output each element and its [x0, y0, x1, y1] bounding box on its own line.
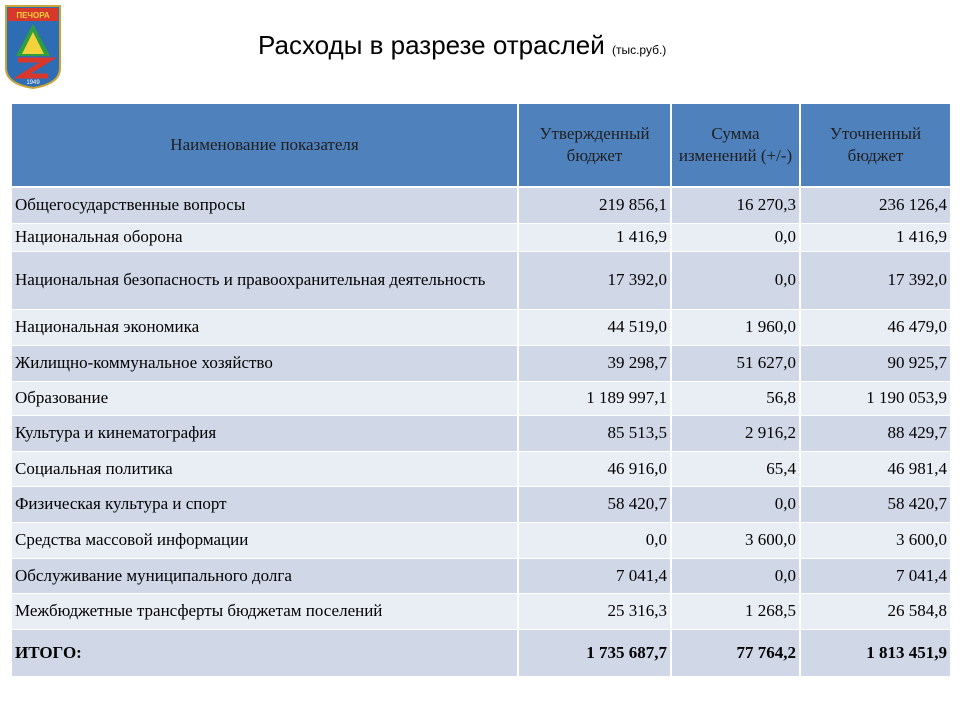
row-name: Жилищно-коммунальное хозяйство — [11, 345, 518, 381]
coat-of-arms-icon — [4, 4, 62, 90]
total-change: 77 764,2 — [671, 629, 800, 676]
row-revised: 58 420,7 — [800, 486, 951, 522]
row-name: Национальная экономика — [11, 309, 518, 345]
total-label: ИТОГО: — [11, 629, 518, 676]
svg-text:ПЕЧОРА: ПЕЧОРА — [16, 11, 50, 20]
table-row — [11, 251, 951, 309]
total-revised: 1 813 451,9 — [800, 629, 951, 676]
row-change: 65,4 — [671, 451, 800, 486]
row-change: 0,0 — [671, 486, 800, 522]
table-row — [11, 309, 951, 345]
header-approved: Утвержденный бюджет — [518, 103, 671, 187]
row-approved: 39 298,7 — [518, 345, 671, 381]
row-name: Средства массовой информации — [11, 522, 518, 558]
table-row — [11, 558, 951, 593]
row-revised: 236 126,4 — [800, 187, 951, 223]
row-revised: 1 190 053,9 — [800, 381, 951, 415]
table-row — [11, 223, 951, 251]
coat-of-arms-logo — [4, 4, 62, 90]
row-name: Национальная оборона — [11, 223, 518, 251]
row-name: Межбюджетные трансферты бюджетам поселений — [11, 593, 518, 629]
row-revised: 3 600,0 — [800, 522, 951, 558]
row-name: Национальная безопасность и правоохранительная деятельность — [11, 251, 518, 309]
row-change: 56,8 — [671, 381, 800, 415]
row-change: 2 916,2 — [671, 415, 800, 451]
header-revised: Уточненный бюджет — [800, 103, 951, 187]
row-approved: 17 392,0 — [518, 251, 671, 309]
row-name: Обслуживание муниципального долга — [11, 558, 518, 593]
row-approved: 46 916,0 — [518, 451, 671, 486]
row-approved: 85 513,5 — [518, 415, 671, 451]
row-revised: 17 392,0 — [800, 251, 951, 309]
table-row — [11, 451, 951, 486]
table-row — [11, 381, 951, 415]
row-name: Социальная политика — [11, 451, 518, 486]
row-change: 51 627,0 — [671, 345, 800, 381]
title-text: Расходы в разрезе отраслей — [258, 30, 605, 60]
table-row — [11, 593, 951, 629]
table-row — [11, 522, 951, 558]
row-approved: 1 189 997,1 — [518, 381, 671, 415]
table-row — [11, 486, 951, 522]
row-approved: 0,0 — [518, 522, 671, 558]
table-row — [11, 415, 951, 451]
row-revised: 88 429,7 — [800, 415, 951, 451]
row-approved: 1 416,9 — [518, 223, 671, 251]
row-name: Общегосударственные вопросы — [11, 187, 518, 223]
row-change: 1 268,5 — [671, 593, 800, 629]
row-name: Образование — [11, 381, 518, 415]
total-approved: 1 735 687,7 — [518, 629, 671, 676]
row-name: Физическая культура и спорт — [11, 486, 518, 522]
row-approved: 219 856,1 — [518, 187, 671, 223]
row-name: Культура и кинематография — [11, 415, 518, 451]
svg-text:1949: 1949 — [26, 80, 40, 86]
row-approved: 58 420,7 — [518, 486, 671, 522]
row-revised: 26 584,8 — [800, 593, 951, 629]
row-change: 0,0 — [671, 558, 800, 593]
header-change: Сумма изменений (+/-) — [671, 103, 800, 187]
table-row — [11, 345, 951, 381]
title-unit: (тыс.руб.) — [611, 43, 667, 57]
table-header-row — [11, 103, 951, 187]
header-indicator: Наименование показателя — [11, 103, 518, 187]
row-approved: 44 519,0 — [518, 309, 671, 345]
row-change: 1 960,0 — [671, 309, 800, 345]
row-approved: 25 316,3 — [518, 593, 671, 629]
row-change: 3 600,0 — [671, 522, 800, 558]
row-revised: 90 925,7 — [800, 345, 951, 381]
row-revised: 46 981,4 — [800, 451, 951, 486]
row-revised: 46 479,0 — [800, 309, 951, 345]
page-title — [258, 30, 666, 61]
table-row — [11, 187, 951, 223]
row-change: 0,0 — [671, 223, 800, 251]
table-total-row — [11, 629, 951, 676]
row-change: 16 270,3 — [671, 187, 800, 223]
row-revised: 7 041,4 — [800, 558, 951, 593]
row-approved: 7 041,4 — [518, 558, 671, 593]
row-change: 0,0 — [671, 251, 800, 309]
budget-table — [10, 102, 952, 676]
row-revised: 1 416,9 — [800, 223, 951, 251]
